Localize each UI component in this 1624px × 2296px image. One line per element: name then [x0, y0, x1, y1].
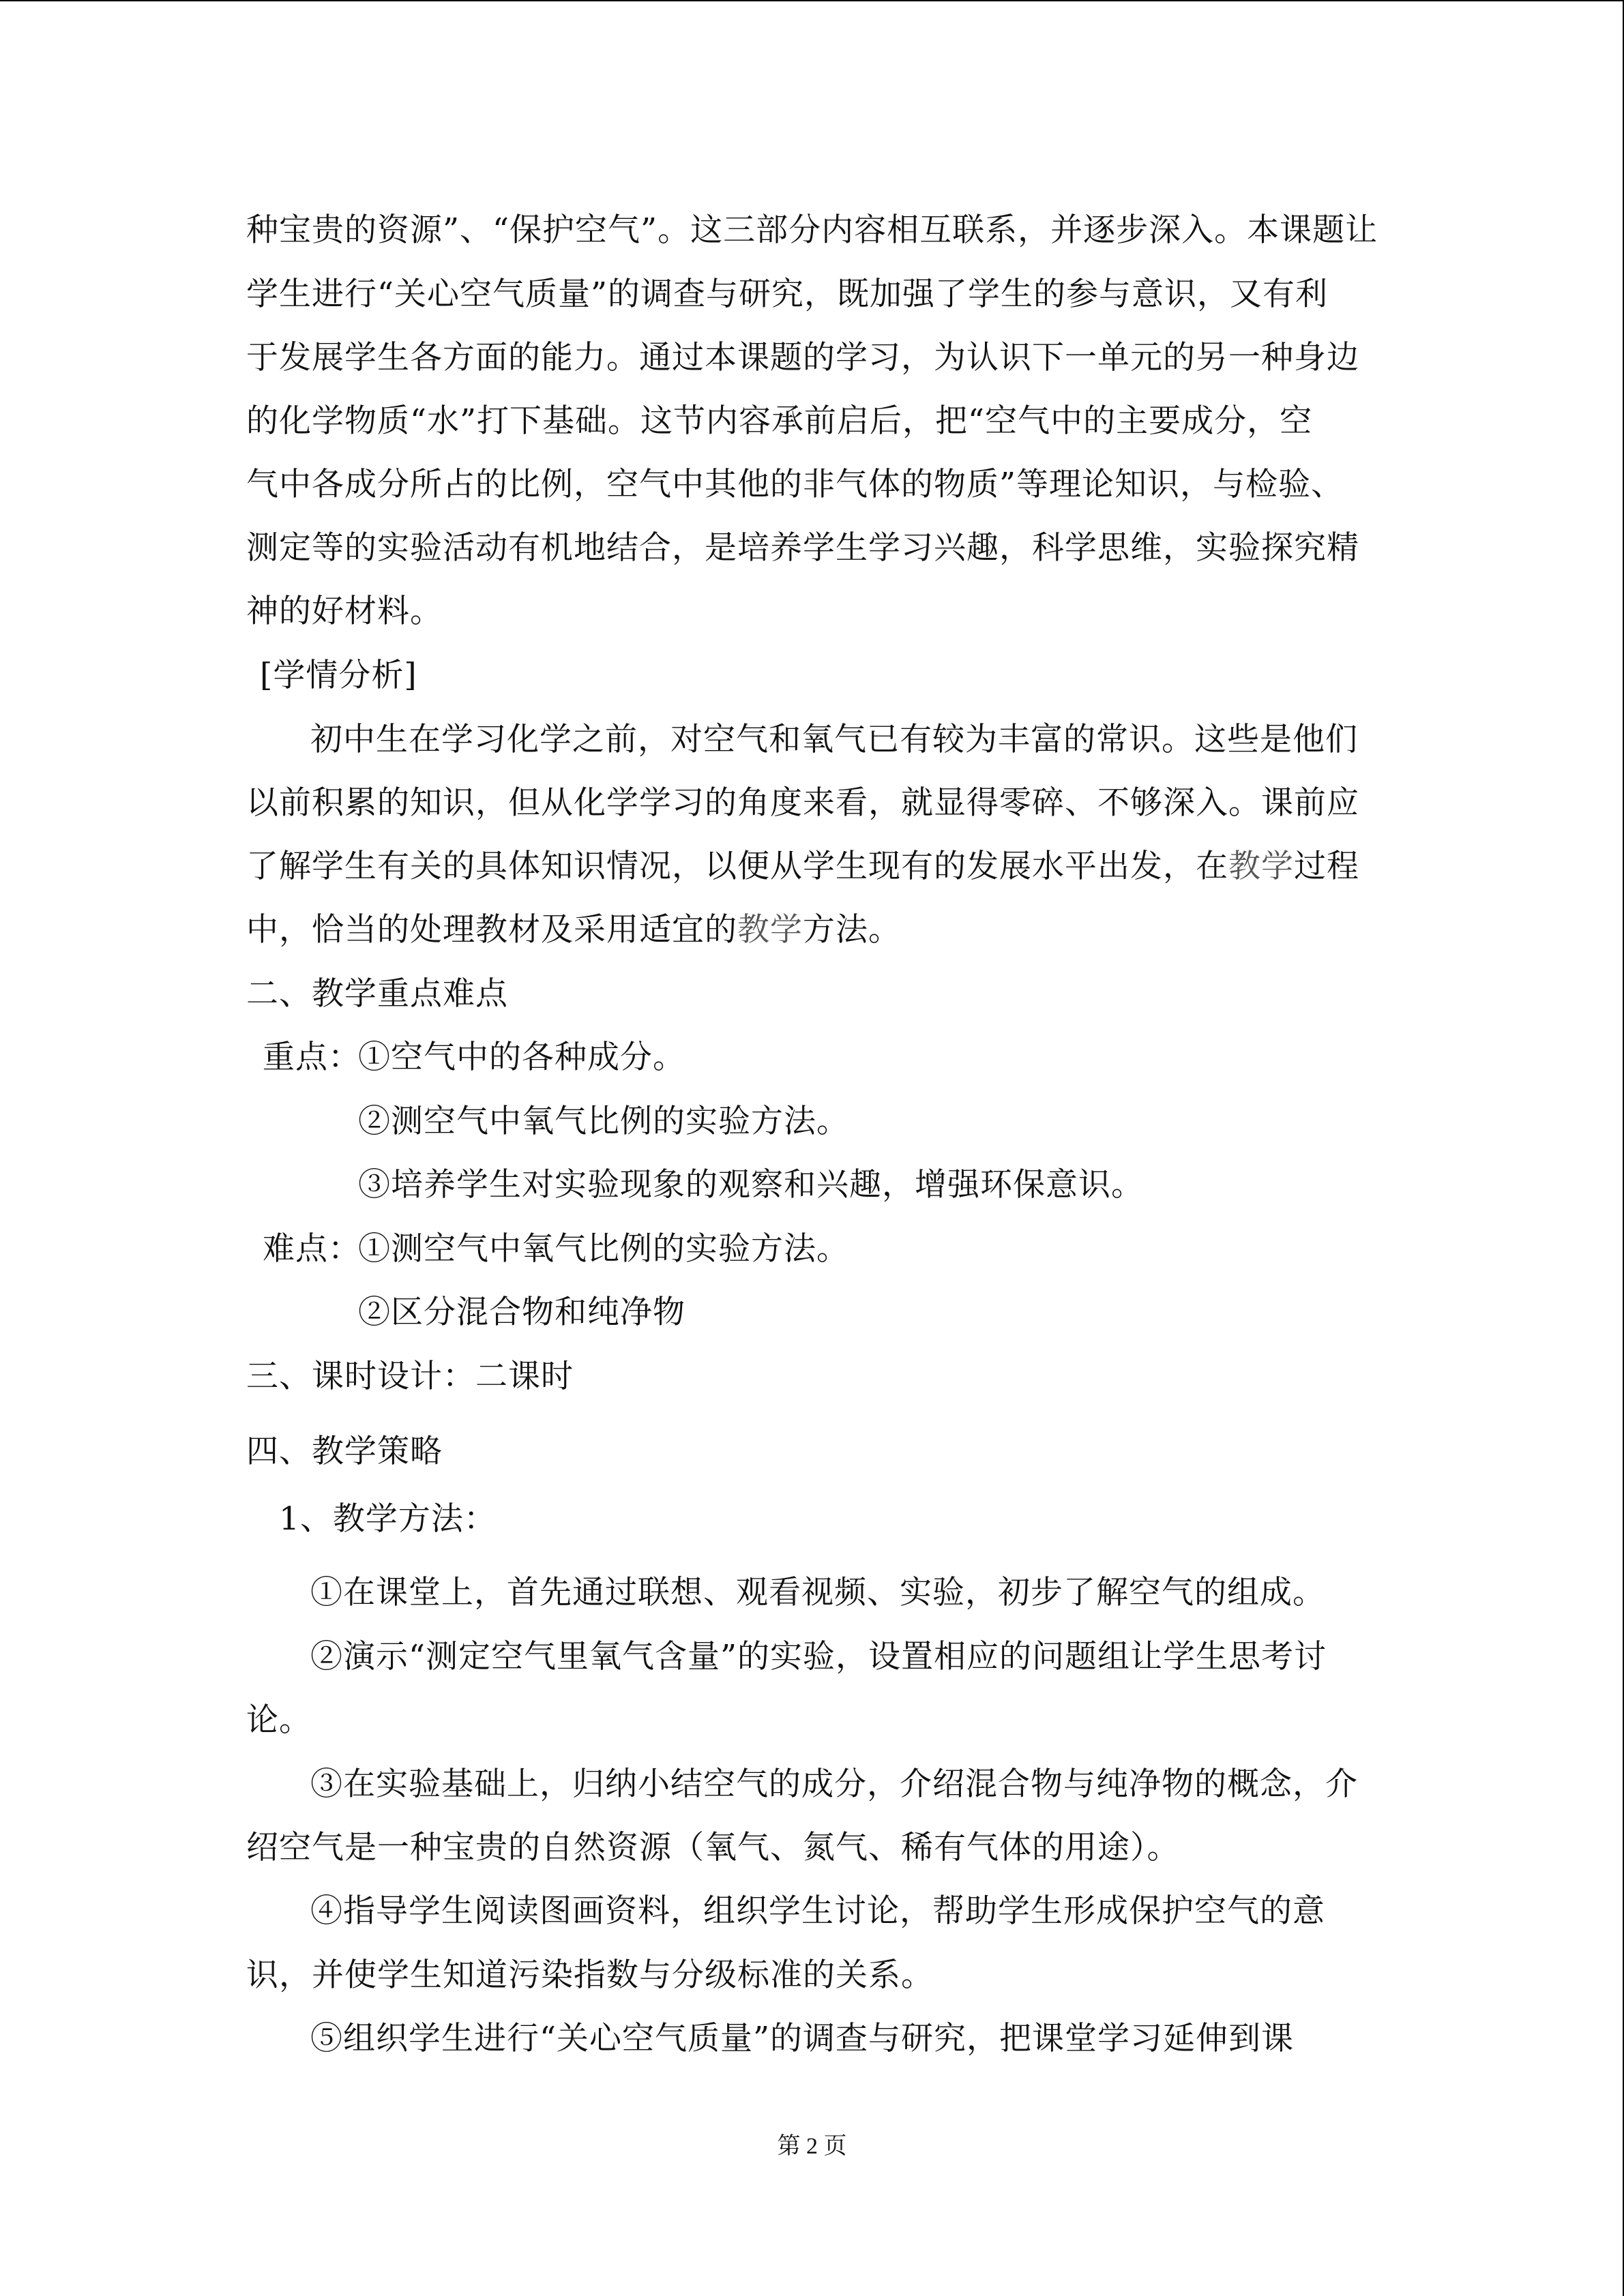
xueqing-line-1: 初中生在学习化学之前，对空气和氧气已有较为丰富的常识。这些是他们 [310, 721, 1358, 758]
method-heading: 1、教学方法： [279, 1500, 497, 1538]
key-points-label: 重点： [263, 1039, 361, 1076]
method-line-8: ⑤组织学生进行“关心空气质量”的调查与研究，把课堂学习延伸到课 [310, 2020, 1295, 2057]
teaching-link-text: 教学 [737, 911, 803, 949]
intro-line-2: 学生进行“关心空气质量”的调查与研究，既加强了学生的参与意识，又有利 [246, 275, 1329, 313]
xueqing-heading: [学情分析] [260, 657, 417, 694]
difficulty-1: ①测空气中氧气比例的实验方法。 [358, 1230, 849, 1268]
xueqing-line-4-text: 中，恰当的处理教材及采用适宜的 [246, 911, 737, 949]
xueqing-line-3-text: 了解学生有关的具体知识情况，以便从学生现有的发展水平出发，在 [246, 848, 1228, 885]
intro-line-6: 测定等的实验活动有机地结合，是培养学生学习兴趣，科学思维，实验探究精 [246, 529, 1359, 567]
key-point-3: ③培养学生对实验现象的观察和兴趣，增强环保意识。 [358, 1166, 1144, 1204]
key-point-1: ①空气中的各种成分。 [358, 1039, 685, 1076]
teaching-link-text: 教学 [1228, 848, 1294, 885]
section-3-heading: 三、课时设计：二课时 [246, 1358, 574, 1395]
method-line-1: ①在课堂上，首先通过联想、观看视频、实验，初步了解空气的组成。 [310, 1574, 1325, 1611]
section-4-heading: 四、教学策略 [246, 1433, 443, 1470]
page-number: 第 2 页 [777, 2134, 847, 2159]
xueqing-line-4-end: 方法。 [803, 911, 901, 949]
xueqing-line-2: 以前积累的知识，但从化学学习的角度来看，就显得零碎、不够深入。课前应 [246, 784, 1359, 822]
key-point-2: ②测空气中氧气比例的实验方法。 [358, 1103, 849, 1140]
method-line-4: ③在实验基础上，归纳小结空气的成分，介绍混合物与纯净物的概念，介 [310, 1765, 1358, 1803]
difficulty-2: ②区分混合物和纯净物 [358, 1294, 685, 1331]
method-line-5: 绍空气是一种宝贵的自然资源（氧气、氮气、稀有气体的用途）。 [246, 1829, 1180, 1866]
method-line-7: 识，并使学生知道污染指数与分级标准的关系。 [246, 1956, 934, 1994]
method-line-3: 论。 [246, 1701, 312, 1739]
intro-line-3: 于发展学生各方面的能力。通过本课题的学习，为认识下一单元的另一种身边 [246, 339, 1359, 376]
intro-line-7: 神的好材料。 [246, 593, 443, 630]
intro-line-5: 气中各成分所占的比例，空气中其他的非气体的物质”等理论知识，与检验、 [246, 466, 1344, 503]
intro-line-4: 的化学物质“水”打下基础。这节内容承前启后，把“空气中的主要成分，空 [246, 402, 1313, 440]
difficulties-label: 难点： [263, 1230, 361, 1268]
xueqing-line-3-end: 过程 [1294, 848, 1359, 885]
intro-line-1: 种宝贵的资源”、“保护空气”。这三部分内容相互联系，并逐步深入。本课题让 [246, 211, 1378, 249]
xueqing-line-3 [246, 846, 1359, 887]
method-line-6: ④指导学生阅读图画资料，组织学生讨论，帮助学生形成保护空气的意 [310, 1892, 1325, 1930]
section-2-heading: 二、教学重点难点 [246, 975, 508, 1013]
method-line-2: ②演示“测定空气里氧气含量”的实验，设置相应的问题组让学生思考讨 [310, 1638, 1327, 1675]
xueqing-line-4 [246, 910, 901, 951]
